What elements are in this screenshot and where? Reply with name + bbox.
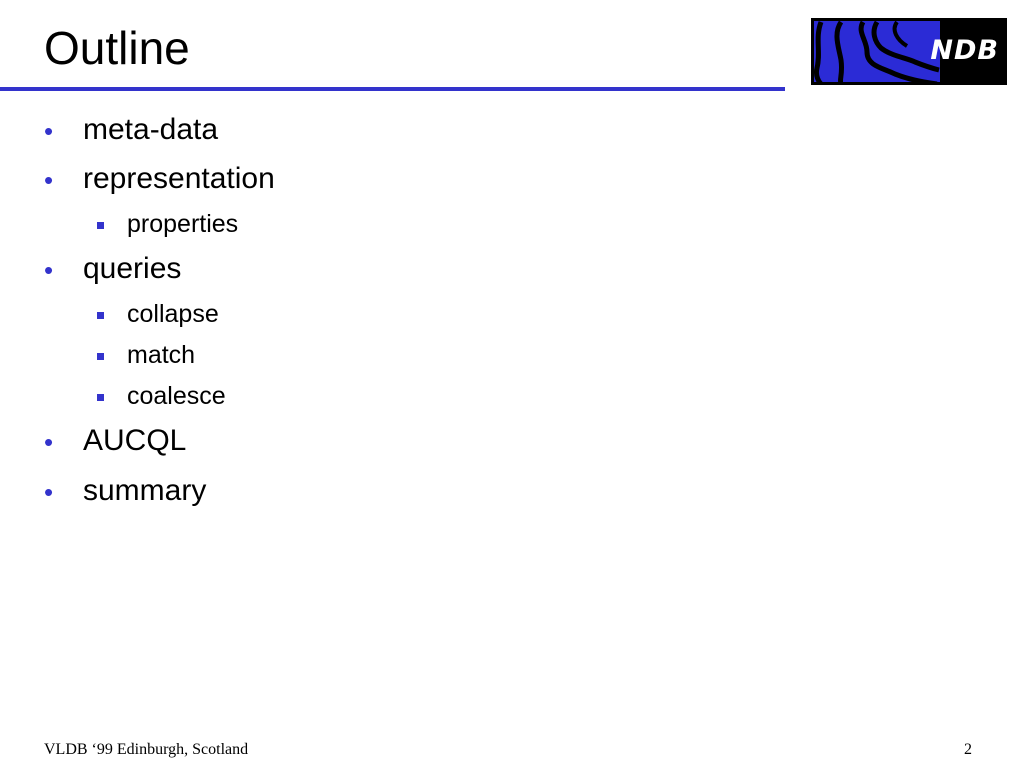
page-number: 2 — [964, 741, 972, 758]
bullet-text: meta-data — [83, 113, 219, 146]
bullet-marker: • — [44, 116, 54, 146]
sub-bullet-text: collapse — [127, 300, 219, 328]
bullet-marker: • — [44, 165, 54, 195]
bullet-text: representation — [83, 162, 275, 195]
bullet-marker: • — [44, 427, 54, 457]
bullet-marker: • — [44, 255, 54, 285]
bullet-marker: • — [44, 477, 54, 507]
bullet-text: queries — [83, 252, 182, 285]
sub-bullet-text: match — [127, 341, 196, 369]
sub-bullet-marker — [97, 312, 104, 319]
bullet-text: AUCQL — [83, 424, 187, 457]
sub-bullet-marker — [97, 394, 104, 401]
slide-title: Outline — [44, 22, 190, 74]
sub-bullet-marker — [97, 353, 104, 360]
logo-text: NDB — [930, 35, 999, 66]
sub-bullet-text: coalesce — [127, 382, 226, 410]
bullet-text: summary — [83, 474, 207, 507]
footer-conference: VLDB ‘99 Edinburgh, Scotland — [44, 741, 249, 758]
sub-bullet-text: properties — [127, 210, 239, 238]
sub-bullet-marker — [97, 222, 104, 229]
